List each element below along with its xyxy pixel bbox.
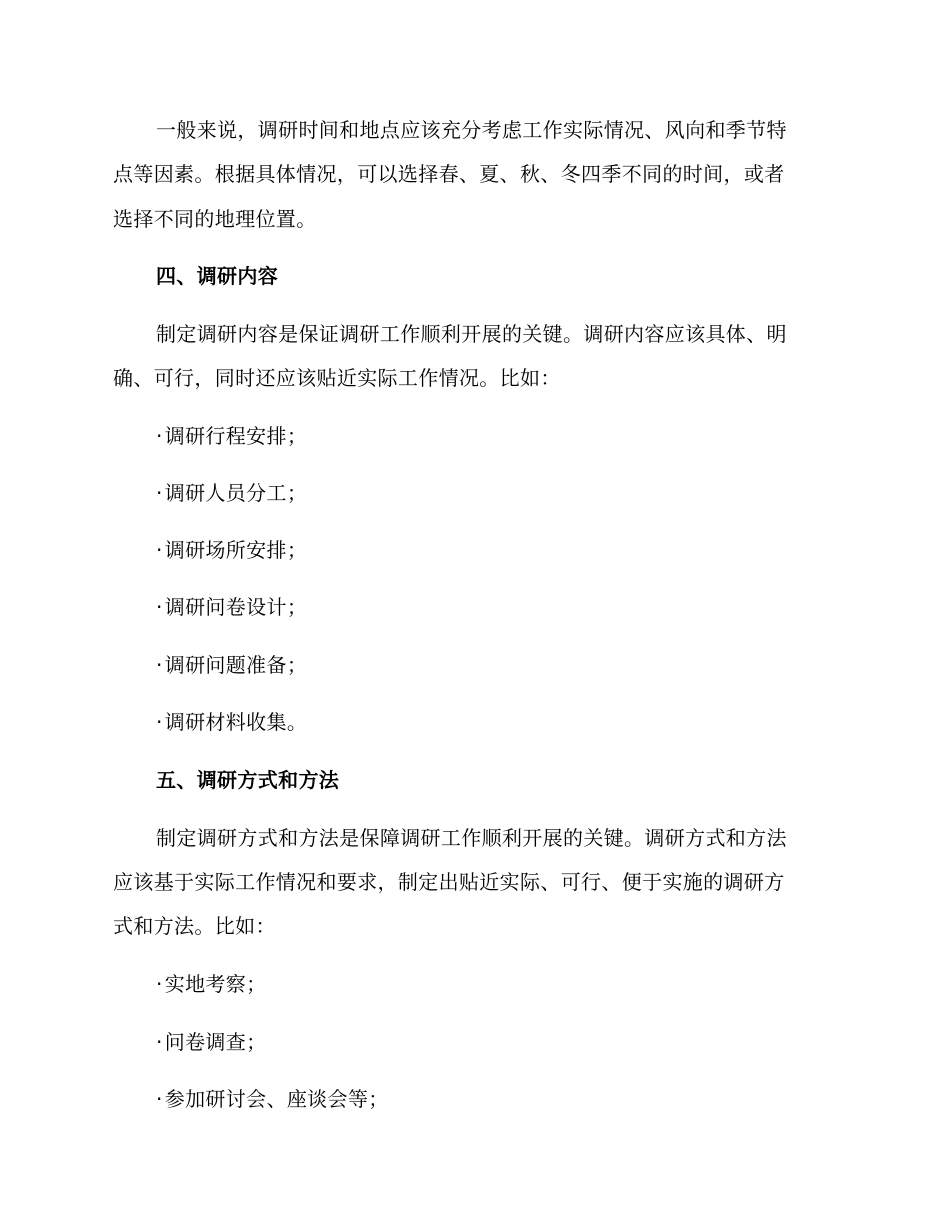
list-item: · 实地考察；	[156, 972, 266, 996]
paragraph-line: 制定调研内容是保证调研工作顺利开展的关键。调研内容应该具体、明	[156, 322, 787, 346]
list-item: · 问卷调查；	[156, 1030, 266, 1054]
paragraph-line: 制定调研方式和方法是保障调研工作顺利开展的关键。调研方式和方法	[156, 826, 787, 850]
paragraph-line: 选择不同的地理位置。	[113, 207, 317, 231]
list-item: · 调研场所安排；	[156, 538, 307, 562]
paragraph-line: 式和方法。比如：	[113, 914, 276, 938]
list-item: · 调研问题准备；	[156, 653, 307, 677]
list-item: · 调研人员分工；	[156, 481, 307, 505]
list-item: · 调研行程安排；	[156, 424, 307, 448]
list-item: · 参加研讨会、座谈会等；	[156, 1087, 389, 1111]
paragraph-line: 一般来说，调研时间和地点应该充分考虑工作实际情况、风向和季节特	[156, 118, 787, 142]
paragraph-line: 应该基于实际工作情况和要求，制定出贴近实际、可行、便于实施的调研方	[113, 870, 785, 894]
paragraph-line: 点等因素。根据具体情况，可以选择春、夏、秋、冬四季不同的时间，或者	[113, 162, 785, 186]
paragraph-line: 确、可行，同时还应该贴近实际工作情况。比如：	[113, 366, 561, 390]
section-heading-methods: 五、调研方式和方法	[156, 768, 340, 792]
list-item: · 调研问卷设计；	[156, 595, 307, 619]
list-item: · 调研材料收集。	[156, 710, 307, 734]
section-heading-content: 四、调研内容	[156, 264, 279, 288]
